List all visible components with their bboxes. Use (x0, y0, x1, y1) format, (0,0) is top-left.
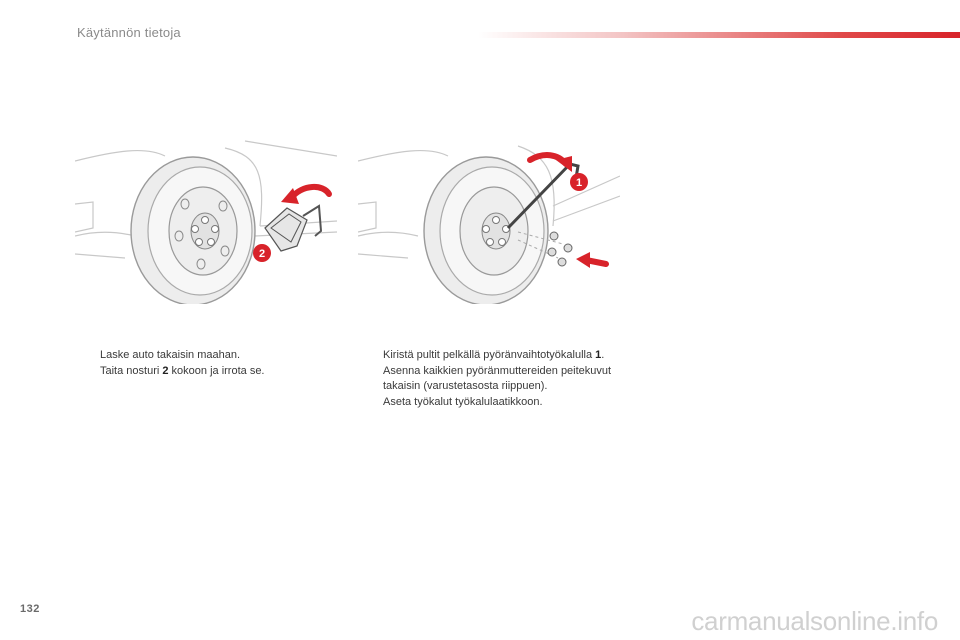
page-section-title: Käytännön tietoja (77, 25, 181, 40)
watermark: carmanualsonline.info (691, 606, 938, 636)
list-item: Laske auto takaisin maahan. (100, 349, 241, 361)
callout-2: 2 (258, 248, 266, 260)
list-item: Taita nosturi 2 kokoon ja irrota se. (100, 364, 265, 377)
instruction-list-left (80, 348, 320, 379)
callout-1: 1 (575, 177, 583, 189)
page-number: 132 (20, 603, 40, 615)
list-item: Kiristä pultit pelkällä pyöränvaihtotyökalulla 1. (383, 349, 605, 361)
list-item: Asenna kaikkien pyöränmuttereiden peitekuvut takaisin (varustetasosta riippuen). (383, 364, 612, 392)
list-item: Aseta työkalut työkalulaatikkoon. (383, 395, 543, 408)
illustration-lower-car-fold-jack (75, 136, 337, 304)
header-accent-rule (478, 32, 960, 38)
instruction-list-right (363, 348, 628, 410)
illustration-tighten-bolts (358, 136, 620, 304)
